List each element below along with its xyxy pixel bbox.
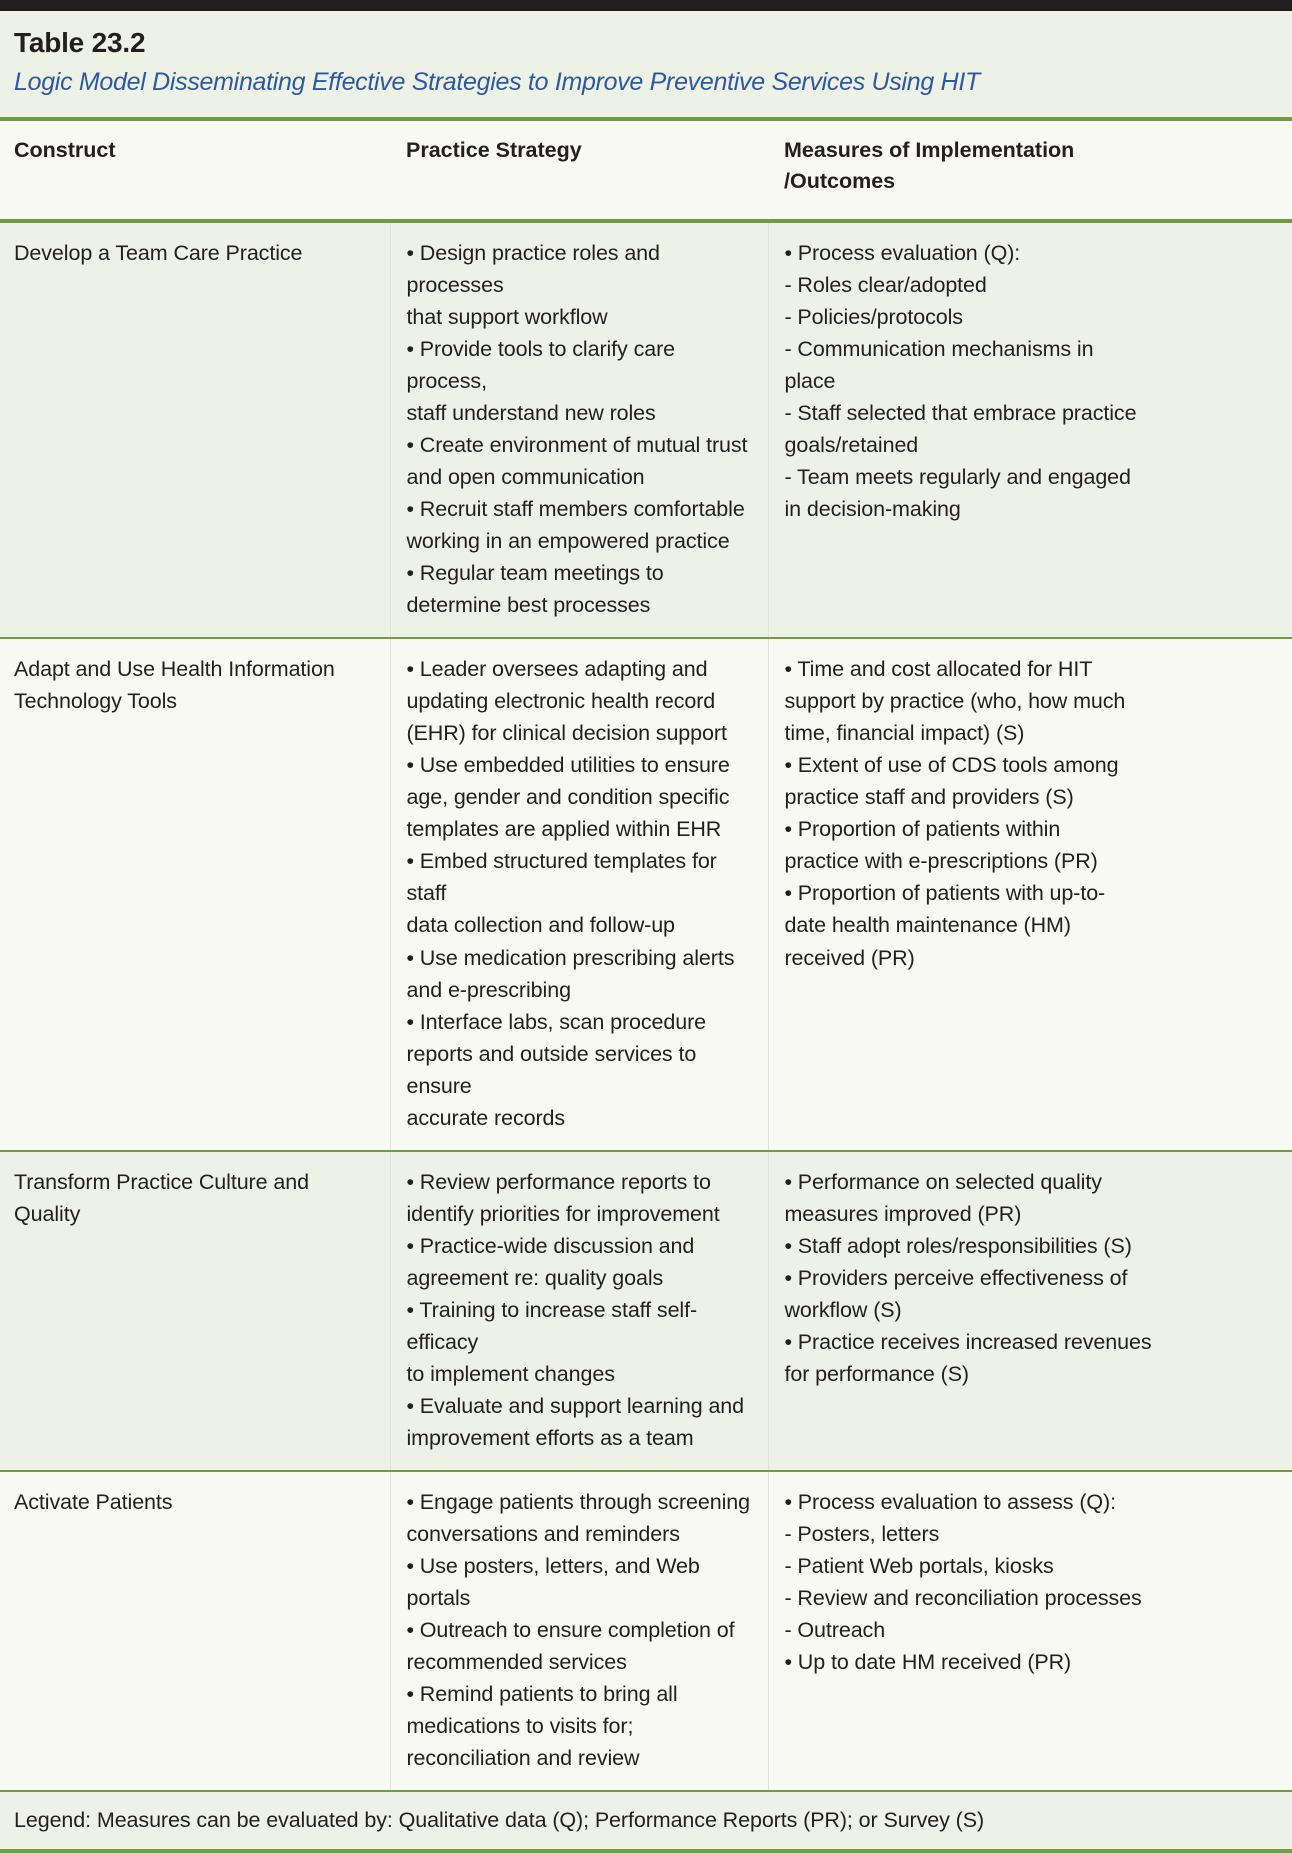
table-row — [0, 221, 1292, 638]
strategy-line: conversations and reminders — [406, 1522, 680, 1546]
measure-line: time, financial impact) (S) — [784, 721, 1025, 746]
strategy-line: recommended services — [406, 1650, 627, 1675]
strategy-line: and e-prescribing — [406, 977, 571, 1002]
cell-construct — [0, 221, 390, 638]
measure-line: date health maintenance (HM) — [784, 913, 1071, 938]
strategy-line: • Embed structured templates for staff — [406, 849, 717, 906]
strategy-line: • Recruit staff members comfortable — [406, 497, 745, 522]
strategy-line: • Leader oversees adapting and — [406, 657, 708, 682]
strategy-line: reconciliation and review — [406, 1746, 640, 1771]
construct-label: Develop a Team Care Practice — [14, 240, 303, 265]
table-title-block — [0, 11, 1292, 117]
strategy-line: medications to visits for; — [406, 1714, 634, 1739]
cell-practice-strategy — [390, 221, 768, 638]
construct-label: Activate Patients — [14, 1489, 173, 1514]
cell-measures — [768, 221, 1292, 638]
measure-line: place — [784, 368, 836, 393]
table-row — [0, 1151, 1292, 1471]
measure-line: goals/retained — [784, 433, 919, 458]
strategy-line: • Create environment of mutual trust — [406, 433, 748, 458]
cell-measures — [768, 1471, 1292, 1791]
measure-line: • Time and cost allocated for HIT — [784, 657, 1093, 682]
table-row — [0, 1471, 1292, 1791]
strategy-line: • Practice-wide discussion and — [406, 1233, 695, 1258]
column-header-construct: Construct — [0, 119, 390, 221]
table-row — [0, 638, 1292, 1150]
measure-line: • Up to date HM received (PR) — [784, 1650, 1072, 1675]
cell-practice-strategy — [390, 1151, 768, 1471]
strategy-line: updating electronic health record — [406, 689, 716, 714]
strategy-line: and open communication — [406, 465, 645, 490]
strategy-line: • Review performance reports to — [406, 1169, 711, 1194]
measure-line: • Process evaluation (Q): — [784, 240, 1021, 265]
strategy-line: • Regular team meetings to — [406, 561, 664, 586]
strategy-line: (EHR) for clinical decision support — [406, 721, 727, 746]
strategy-line: • Provide tools to clarify care process, — [406, 336, 676, 393]
measure-line: - Staff selected that embrace practice — [784, 401, 1137, 425]
strategy-line: templates are applied within EHR — [406, 817, 722, 842]
table-body — [0, 221, 1292, 1791]
strategy-line: working in an empowered practice — [406, 529, 730, 554]
strategy-line: • Use embedded utilities to ensure — [406, 753, 730, 778]
measure-line: - Roles clear/adopted — [784, 272, 987, 297]
strategy-line: • Outreach to ensure completion of — [406, 1618, 735, 1643]
cell-practice-strategy — [390, 638, 768, 1150]
construct-label: Adapt and Use Health Information Technology Tools — [14, 657, 335, 714]
table-header — [0, 119, 1292, 221]
measure-line: - Communication mechanisms in — [784, 336, 1094, 361]
measure-line: - Team meets regularly and engaged — [784, 465, 1131, 490]
table-caption: Logic Model Disseminating Effective Strategies to Improve Preventive Services Using HIT — [14, 68, 980, 96]
measure-line: - Patient Web portals, kiosks — [784, 1554, 1054, 1579]
table-number: Table 23.2 — [14, 27, 146, 58]
construct-label: Transform Practice Culture and Quality — [14, 1169, 309, 1226]
cell-practice-strategy — [390, 1471, 768, 1791]
measure-line: - Outreach — [784, 1618, 886, 1643]
measure-line: - Posters, letters — [784, 1522, 940, 1546]
measure-line: practice with e-prescriptions (PR) — [784, 849, 1098, 874]
column-header-measures — [768, 119, 1292, 221]
measure-line: • Practice receives increased revenues — [784, 1329, 1152, 1354]
measure-line: • Proportion of patients within — [784, 817, 1061, 842]
measure-line: - Review and reconciliation processes — [784, 1586, 1142, 1611]
strategy-line: agreement re: quality goals — [406, 1265, 664, 1290]
strategy-line: accurate records — [406, 1105, 566, 1130]
strategy-line: • Evaluate and support learning and — [406, 1393, 745, 1418]
strategy-line: staff understand new roles — [406, 401, 656, 425]
column-header-practice-strategy: Practice Strategy — [390, 119, 768, 221]
measure-line: workflow (S) — [784, 1297, 902, 1322]
strategy-line: age, gender and condition specific — [406, 785, 730, 810]
table-legend: Legend: Measures can be evaluated by: Qualitative data (Q); Performance Reports (PR); or Survey (S) — [0, 1792, 1292, 1853]
strategy-line: • Use posters, letters, and Web portals — [406, 1554, 700, 1611]
strategy-line: reports and outside services to ensure — [406, 1041, 697, 1098]
measure-line: • Proportion of patients with up-to- — [784, 881, 1106, 906]
strategy-line: identify priorities for improvement — [406, 1201, 720, 1226]
measure-line: • Performance on selected quality — [784, 1169, 1102, 1194]
measure-line: practice staff and providers (S) — [784, 785, 1074, 810]
measure-line: received (PR) — [784, 945, 915, 970]
measure-line: • Staff adopt roles/responsibilities (S) — [784, 1233, 1132, 1258]
measure-line: • Extent of use of CDS tools among — [784, 753, 1119, 778]
strategy-line: that support workflow — [406, 304, 608, 329]
cell-construct — [0, 638, 390, 1150]
strategy-line: • Training to increase staff self-efficacy — [406, 1297, 698, 1354]
cell-construct — [0, 1471, 390, 1791]
strategy-line: improvement efforts as a team — [406, 1425, 694, 1450]
strategy-line: data collection and follow-up — [406, 913, 675, 938]
strategy-line: • Remind patients to bring all — [406, 1682, 678, 1707]
measure-line: • Providers perceive effectiveness of — [784, 1265, 1128, 1290]
strategy-line: • Design practice roles and processes — [406, 240, 660, 297]
measures-header-line-2: /Outcomes — [784, 168, 896, 193]
strategy-line: determine best processes — [406, 593, 651, 618]
strategy-line: • Interface labs, scan procedure — [406, 1009, 707, 1034]
top-black-rule — [0, 0, 1292, 11]
measure-line: support by practice (who, how much — [784, 689, 1126, 714]
measure-line: measures improved (PR) — [784, 1201, 1022, 1226]
measure-line: • Process evaluation to assess (Q): — [784, 1489, 1116, 1514]
cell-measures — [768, 638, 1292, 1150]
logic-model-table — [0, 117, 1292, 1793]
measure-line: - Policies/protocols — [784, 304, 963, 329]
strategy-line: to implement changes — [406, 1361, 615, 1386]
header-row — [0, 119, 1292, 221]
cell-measures — [768, 1151, 1292, 1471]
measure-line: for performance (S) — [784, 1361, 969, 1386]
measure-line: in decision-making — [784, 497, 961, 522]
measures-header-line-1: Measures of Implementation — [784, 137, 1075, 162]
cell-construct — [0, 1151, 390, 1471]
strategy-line: • Engage patients through screening — [406, 1489, 750, 1514]
strategy-line: • Use medication prescribing alerts — [406, 945, 735, 970]
